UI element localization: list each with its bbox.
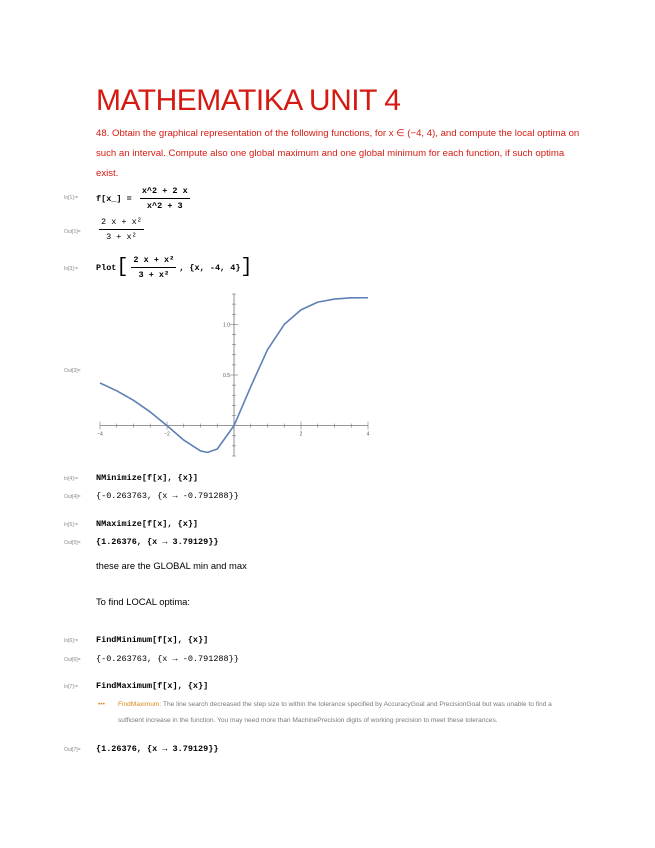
- x-tick-label: −2: [164, 431, 170, 438]
- fraction: [99, 217, 144, 242]
- numerator: x^2 + 2 x: [140, 186, 190, 199]
- x-tick-label: −4: [97, 431, 103, 438]
- fraction: [131, 255, 176, 280]
- problem-statement: 48. Obtain the graphical representation of the following functions, for x ∈ (−4, 4), and compute the local optima on such an interval. Compute also one global maximum and one global minimum for each function, if such optima exist.: [96, 128, 580, 179]
- text-note: these are the GLOBAL min and max: [96, 560, 247, 571]
- numerator: 2 x + x²: [99, 217, 144, 230]
- plot-ticks: [97, 294, 369, 456]
- function-plot: [92, 288, 372, 460]
- input-code: , {x, -4, 4}: [179, 262, 241, 273]
- text-note: To find LOCAL optima:: [96, 596, 190, 607]
- input-cell[interactable]: FindMinimum[f[x], {x}]: [96, 635, 209, 645]
- numerator: 2 x + x²: [131, 255, 176, 268]
- input-code: Plot: [96, 262, 117, 273]
- output-label: Out[7]=: [64, 747, 81, 753]
- input-cell[interactable]: FindMaximum[f[x], {x}]: [96, 681, 209, 691]
- input-label: In[7]:=: [64, 684, 79, 690]
- input-label: In[5]:=: [64, 522, 79, 528]
- denominator: 3 + x²: [106, 232, 137, 242]
- y-tick-label: 1.0: [223, 322, 230, 329]
- fraction: [140, 186, 190, 211]
- input-cell[interactable]: Plot[ $\frac{\text{2 x + x²}}{\text{3 + x²}}$ , {x, -4, 4}]: [96, 255, 253, 280]
- output-cell: {-0.263763, {x → -0.791288}}: [96, 491, 239, 501]
- output-cell: [96, 217, 147, 242]
- output-cell: {1.26376, {x → 3.79129}}: [96, 744, 219, 754]
- input-label: In[6]:=: [64, 638, 79, 644]
- input-cell[interactable]: NMinimize[f[x], {x}]: [96, 473, 199, 483]
- input-label: In[4]:=: [64, 476, 79, 482]
- x-tick-label: 2: [299, 431, 303, 438]
- denominator: x^2 + 3: [146, 201, 183, 211]
- output-label: Out[1]=: [64, 229, 81, 235]
- output-label: Out[5]=: [64, 540, 81, 546]
- x-tick-label: 4: [366, 431, 370, 438]
- input-label: In[3]:=: [64, 266, 79, 272]
- input-code: f[x_] =: [96, 193, 132, 204]
- output-cell: {-0.263763, {x → -0.791288}}: [96, 654, 239, 664]
- output-label: Out[3]=: [64, 368, 81, 374]
- message-dots-icon[interactable]: •••: [98, 701, 105, 708]
- output-label: Out[6]=: [64, 657, 81, 663]
- message-body: The line search decreased the step size to within the tolerance specified by AccuracyGoal and PrecisionGoal but was unable to find a sufficient increase in the function. You may need more than MachinePrecision digits of working precision to meet these tolerances.: [118, 701, 552, 724]
- page-title: MATHEMATIKA UNIT 4: [96, 84, 401, 117]
- warning-message: [98, 697, 578, 729]
- output-cell: {1.26376, {x → 3.79129}}: [96, 537, 219, 547]
- output-label: Out[4]=: [64, 494, 81, 500]
- denominator: 3 + x²: [138, 270, 170, 280]
- y-tick-label: 0.5: [223, 373, 230, 379]
- input-cell[interactable]: [96, 186, 193, 211]
- input-cell[interactable]: NMaximize[f[x], {x}]: [96, 519, 199, 529]
- input-label: In[1]:=: [64, 195, 79, 201]
- message-head[interactable]: FindMaximum:: [118, 701, 162, 708]
